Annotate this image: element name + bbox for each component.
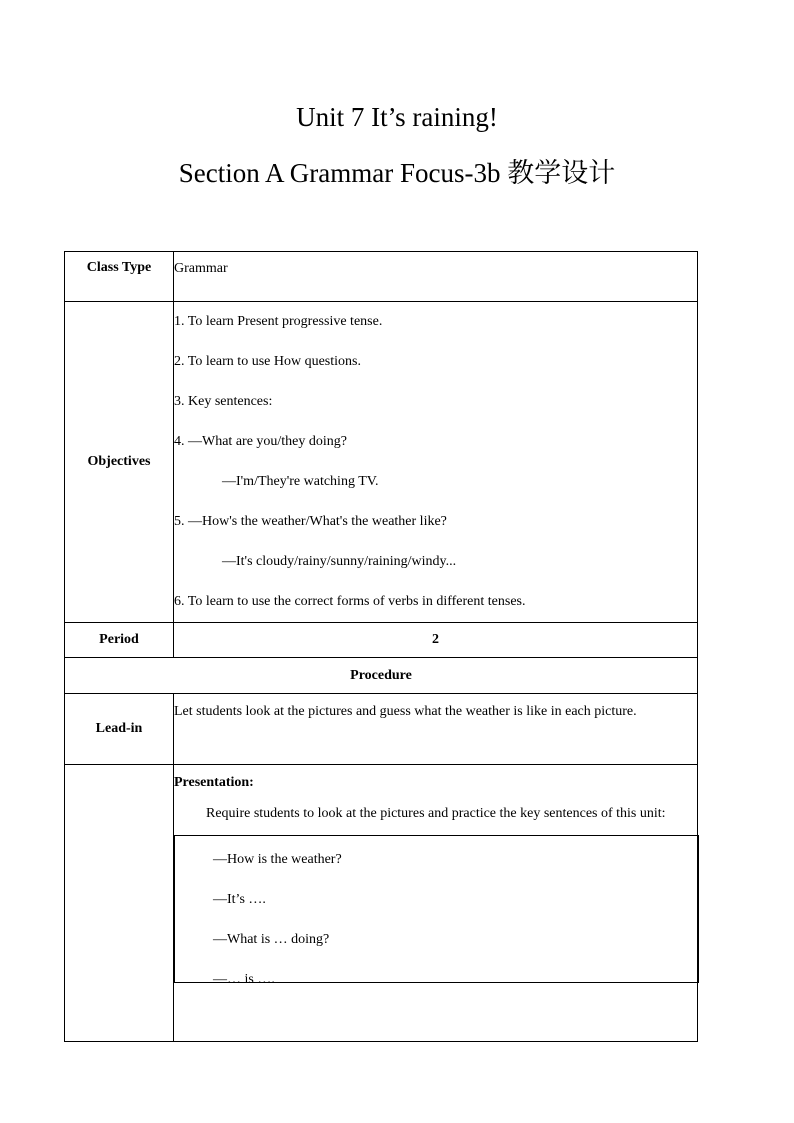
key-sentence: —It’s …. bbox=[213, 892, 266, 907]
presentation-heading: Presentation: bbox=[174, 775, 254, 790]
row-class-type bbox=[65, 252, 698, 302]
objective-item: 1. To learn Present progressive tense. bbox=[174, 314, 383, 329]
objective-item: 3. Key sentences: bbox=[174, 394, 273, 409]
class-type-value-cell bbox=[174, 252, 698, 302]
document-title: Unit 7 It’s raining! bbox=[296, 102, 498, 132]
procedure-heading: Procedure bbox=[65, 658, 698, 694]
class-type-value: Grammar bbox=[174, 261, 228, 276]
row-objectives bbox=[65, 302, 698, 623]
row-period bbox=[65, 623, 698, 658]
presentation-cell bbox=[174, 765, 698, 1042]
key-sentence: —What is … doing? bbox=[213, 932, 330, 947]
objective-item: —It's cloudy/rainy/sunny/raining/windy... bbox=[222, 554, 457, 569]
objective-item: 5. —How's the weather/What's the weather like? bbox=[174, 514, 447, 529]
lead-in-cell bbox=[174, 694, 698, 765]
document-subtitle: Section A Grammar Focus-3b 教学设计 bbox=[178, 158, 616, 188]
period-label: Period bbox=[65, 623, 174, 658]
class-type-label: Class Type bbox=[65, 252, 174, 302]
row-procedure bbox=[65, 658, 698, 694]
objective-item: 4. —What are you/they doing? bbox=[174, 434, 348, 449]
key-sentence: —How is the weather? bbox=[213, 852, 342, 867]
objectives-label: Objectives bbox=[65, 302, 174, 623]
lead-in-label: Lead-in bbox=[65, 694, 174, 765]
lead-in-text: Let students look at the pictures and guess what the weather is like in each picture. bbox=[174, 704, 637, 719]
period-value: 2 bbox=[174, 623, 698, 658]
presentation-text: Require students to look at the pictures and practice the key sentences of this unit: bbox=[206, 806, 666, 821]
key-sentences-box bbox=[174, 835, 699, 987]
lesson-plan-table bbox=[64, 251, 698, 1042]
objectives-cell bbox=[174, 302, 698, 623]
objective-item: 2. To learn to use How questions. bbox=[174, 354, 361, 369]
objective-item: 6. To learn to use the correct forms of verbs in different tenses. bbox=[174, 594, 526, 609]
key-sentence: —… is …. bbox=[213, 972, 275, 987]
row-presentation bbox=[65, 765, 698, 1042]
objective-item: —I'm/They're watching TV. bbox=[222, 474, 379, 489]
presentation-label-cell bbox=[65, 765, 174, 1042]
row-lead-in bbox=[65, 694, 698, 765]
